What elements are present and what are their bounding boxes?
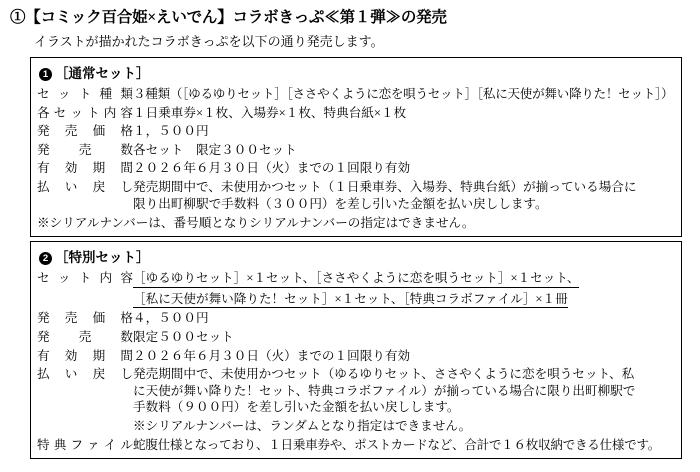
row-label: セット内容 [37,270,133,285]
section-heading-special-label: ［特別セット］ [55,249,150,265]
table-row [37,159,675,178]
row-value: ２０２６年６月３０日（火）までの１回限り有効 [133,161,411,176]
section-heading-normal [39,62,675,82]
row-label: 特典ファイル [37,437,133,452]
row-value: 発売期間中で、未使用かつセット（１日乗車券、入場券、特典台紙）が揃っている場合に 限り出町柳駅で手数料（３００円）を差し引いた金額を払い戻しします。 [133,180,637,211]
table-row [37,309,675,328]
section-heading-normal-label: ［通常セット］ [55,66,150,82]
table-row [37,347,675,366]
row-value: ３種類（［ゆるゆりセット］［ささやくように恋を唄うセット］［私に天使が舞い降りた！セット］） [133,87,674,102]
section-marker-1: 1 [39,68,52,81]
page-title: ①【コミック百合姫×えいでん】コラボきっぷ≪第１弾≫の発売 [10,9,447,26]
section-note-special: ※シリアルナンバーは、ランダムとなり指定はできません。 [133,419,472,434]
row-value: ［ゆるゆりセット］×１セット、［ささやくように恋を唄うセット］×１セット、 ［私に天使が舞い降りた！セット］×１セット、［特典コラボファイル］×１冊 [133,269,675,309]
row-value: １日乗車券×１枚、入場券×１枚、特典台紙×１枚 [133,105,407,120]
normal-set-table [37,85,675,213]
special-set-table [37,269,675,454]
row-value: ４，５００円 [133,311,209,326]
table-row [37,178,675,213]
row-label: 発売価格 [37,311,133,326]
table-row [37,365,675,417]
row-label: 発売価格 [37,124,133,139]
row-label: セット種類 [37,87,133,102]
row-value: 限定５００セット [133,329,234,344]
row-label: 有効期間 [37,348,133,363]
table-row [37,104,675,123]
lead-text: イラストが描かれたコラボきっぷを以下の通り発売します。 [34,34,384,50]
table-row [37,417,675,436]
section-note-normal: ※シリアルナンバーは、番号順となりシリアルナンバーの指定はできません。 [37,216,475,231]
row-value: 各セット 限定３００セット [133,142,297,157]
row-label: 有効期間 [37,161,133,176]
table-row [37,269,675,309]
row-value: ２０２６年６月３０日（火）までの１回限り有効 [133,348,411,363]
row-value: 蛇腹仕様となっており、１日乗車券や、ポストカードなど、合計で１６枚収納できる仕様です。 [133,437,660,452]
section-heading-special [39,246,675,266]
section-special-set [30,241,682,459]
table-row [37,85,675,104]
row-value: 発売期間中で、未使用かつセット（ゆるゆりセット、ささやくように恋を唄うセット、私 に天使が舞い降りた！セット、特典コラボファイル）が揃っている場合に限り出町柳駅で 手数料（９００円）を差し引いた金額を払い戻しします。 [133,367,636,415]
row-label: 発売数 [37,329,133,344]
table-row [37,436,675,455]
table-row [37,122,675,141]
row-label: 払い戻し [37,180,133,195]
table-row [37,328,675,347]
row-label: 発売数 [37,142,133,157]
section-marker-2: 2 [39,252,52,265]
row-label: 払い戻し [37,367,133,382]
row-value: １，５００円 [133,124,209,139]
section-normal-set [30,57,682,237]
table-row [37,141,675,160]
row-label: 各セット内容 [37,105,133,120]
